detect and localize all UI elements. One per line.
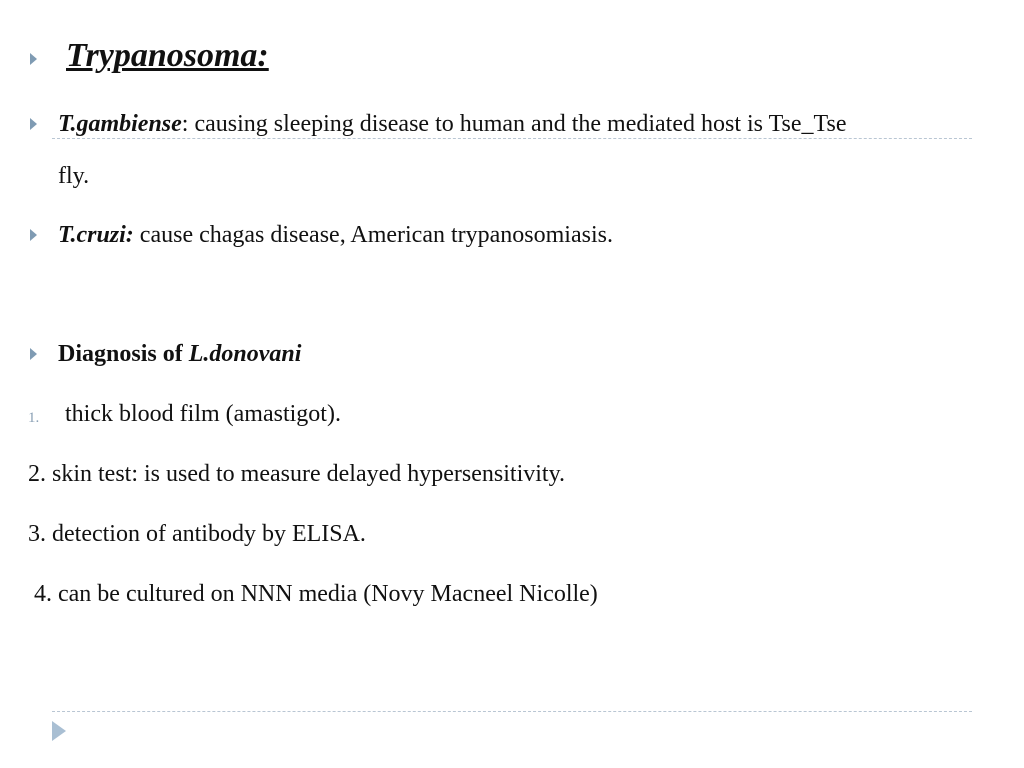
step-3-text: 3. detection of antibody by ELISA. bbox=[28, 521, 366, 547]
bullet-triangle-icon bbox=[30, 118, 37, 130]
gambiense-sep: : bbox=[181, 111, 189, 137]
diagnosis-organism: L.donovani bbox=[188, 341, 302, 367]
slide-title: Trypanosoma: bbox=[66, 37, 269, 74]
bullet-triangle-icon bbox=[30, 53, 37, 65]
cruzi-line bbox=[58, 221, 613, 249]
diagnosis-label: Diagnosis of bbox=[58, 341, 189, 367]
corner-arrow-icon bbox=[52, 721, 66, 741]
step-2-text: 2. skin test: is used to measure delayed hypersensitivity. bbox=[28, 461, 566, 487]
diagnosis-heading bbox=[58, 340, 301, 368]
step-1-text: thick blood film (amastigot). bbox=[65, 401, 341, 427]
cruzi-text: cause chagas disease, American trypanosomiasis. bbox=[133, 222, 613, 248]
cruzi-term: T.cruzi: bbox=[58, 222, 134, 248]
step-4-text: 4. can be cultured on NNN media (Novy Macneel Nicolle) bbox=[34, 581, 598, 607]
step-1-number: 1. bbox=[28, 410, 40, 426]
gambiense-continuation: fly. bbox=[58, 163, 90, 189]
divider-bottom bbox=[52, 711, 972, 712]
gambiense-text: causing sleeping disease to human and the mediated host is Tse_Tse bbox=[188, 111, 847, 137]
gambiense-line bbox=[58, 110, 847, 138]
divider-top bbox=[52, 138, 972, 139]
bullet-triangle-icon bbox=[30, 229, 37, 241]
gambiense-term: T.gambiense bbox=[58, 111, 182, 137]
bullet-triangle-icon bbox=[30, 348, 37, 360]
